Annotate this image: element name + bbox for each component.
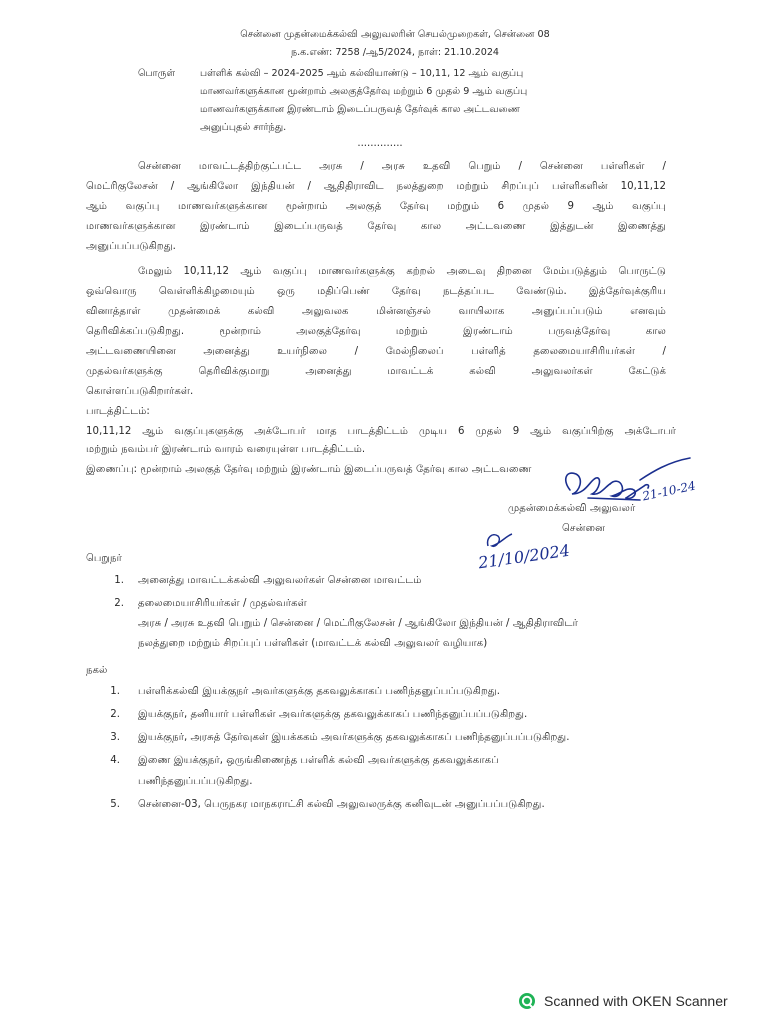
body-paragraph-line: மேலும் 10,11,12 ஆம் வகுப்பு மாணவர்களுக்கு கற்றல் அடைவு திறனை மேம்படுத்தும் பொருட்டு bbox=[138, 266, 666, 277]
scanner-watermark bbox=[518, 992, 728, 1010]
list-item: தலைமையாசிரியர்கள் / முதல்வர்கள் bbox=[138, 598, 307, 609]
list-item-number: 4. bbox=[110, 755, 120, 766]
list-item-detail: அரசு / அரசு உதவி பெறும் / சென்னை / மெட்ரிகுலேசன் / ஆங்கிலோ இந்தியன் / ஆதிதிராவிடர் bbox=[138, 618, 578, 629]
list-item-detail: நலத்துறை மற்றும் சிறப்புப் பள்ளிகள் (மாவட்டக் கல்வி அலுவலர் வழியாக) bbox=[138, 638, 488, 649]
signatory-place: சென்னை bbox=[562, 523, 605, 534]
body-paragraph-line: மெட்ரிகுலேசன் / ஆங்கிலோ இந்தியன் / ஆதிதிராவிட நலத்துறை மற்றும் சிறப்புப் பள்ளிகளின் 10,11,12 bbox=[86, 181, 666, 192]
body-paragraph-line: அட்டவணையினை அனைத்து உயர்நிலை / மேல்நிலைப் பள்ளித் தலைமையாசிரியர்கள் / bbox=[86, 346, 666, 357]
subject-label: பொருள் bbox=[138, 68, 176, 79]
subject-line: மாணவர்களுக்கான இரண்டாம் இடைப்பருவத் தேர்வுக் கால அட்டவணை bbox=[200, 104, 520, 115]
list-item-number: 2. bbox=[110, 709, 120, 720]
section-separator: .............. bbox=[357, 138, 403, 149]
list-item: சென்னை-03, பெருநகர மாநகராட்சி கல்வி அலுவலருக்கு கனிவுடன் அனுப்பப்படுகிறது. bbox=[138, 799, 545, 810]
signatory-title: முதன்மைக்கல்வி அலுவலர் bbox=[508, 503, 636, 514]
list-item: அனைத்து மாவட்டக்கல்வி அலுவலர்கள் சென்னை மாவட்டம் bbox=[138, 575, 422, 586]
oken-scanner-icon bbox=[518, 992, 536, 1010]
body-paragraph-line: வினாத்தாள் முதன்மைக் கல்வி அலுவலக மின்னஞ்சல் வாயிலாக அனுப்பப்படும் எனவும் bbox=[86, 306, 666, 317]
list-item-number: 3. bbox=[110, 732, 120, 743]
subject-line: அனுப்புதல் சார்ந்து. bbox=[200, 122, 287, 133]
handwritten-date: 21/10/2024 bbox=[477, 540, 572, 573]
body-paragraph-line: ஒவ்வொரு வெள்ளிக்கிழமையும் ஒரு மதிப்பெண் தேர்வு நடத்தப்பட வேண்டும். இத்தேர்வுக்குரிய bbox=[86, 286, 666, 297]
body-paragraph-line: மாணவர்களுக்கான இரண்டாம் இடைப்பருவத் தேர்வு கால அட்டவணை இத்துடன் இணைத்து bbox=[86, 221, 666, 232]
body-paragraph-line: சென்னை மாவட்டத்திற்குட்பட்ட அரசு / அரசு உதவி பெறும் / சென்னை பள்ளிகள் / bbox=[138, 161, 666, 172]
watermark-text: Scanned with OKEN Scanner bbox=[544, 993, 728, 1009]
subject-line: பள்ளிக் கல்வி – 2024-2025 ஆம் கல்வியாண்டு – 10,11, 12 ஆம் வகுப்பு bbox=[200, 68, 524, 79]
list-item: இணை இயக்குநர், ஒருங்கிணைந்த பள்ளிக் கல்வி அவர்களுக்கு தகவலுக்காகப் bbox=[138, 755, 499, 766]
recipients-label: பெறுநர் bbox=[86, 553, 122, 564]
syllabus-line: மற்றும் நவம்பர் இரண்டாம் வாரம் வரையுள்ள பாடத்திட்டம். bbox=[86, 444, 366, 455]
body-paragraph-line: முதல்வர்களுக்கு தெரிவிக்குமாறு அனைத்து மாவட்டக் கல்வி அலுவலர்கள் கேட்டுக் bbox=[86, 366, 666, 377]
list-item-number: 5. bbox=[110, 799, 120, 810]
list-item-number: 1. bbox=[114, 575, 124, 586]
body-paragraph-line: தெரிவிக்கப்படுகிறது. மூன்றாம் அலகுத்தேர்வு மற்றும் இரண்டாம் பருவத்தேர்வு கால bbox=[86, 326, 666, 337]
reference-number: ந.க.எண்: 7258 /ஆ5/2024, நாள்: 21.10.2024 bbox=[290, 47, 500, 58]
attachment-note: இணைப்பு: மூன்றாம் அலகுத் தேர்வு மற்றும் இரண்டாம் இடைப்பருவத் தேர்வு கால அட்டவணை bbox=[86, 464, 532, 475]
list-item: பள்ளிக்கல்வி இயக்குநர் அவர்களுக்கு தகவலுக்காகப் பணிந்தனுப்பப்படுகிறது. bbox=[138, 686, 500, 697]
list-item: பணிந்தனுப்பப்படுகிறது. bbox=[138, 776, 253, 787]
body-paragraph-line: அனுப்பப்படுகிறது. bbox=[86, 241, 176, 252]
copy-label: நகல் bbox=[86, 665, 108, 676]
signature-date: 21-10-24 bbox=[641, 478, 697, 504]
body-paragraph-line: ஆம் வகுப்பு மாணவர்களுக்கான மூன்றாம் அலகுத் தேர்வு மற்றும் 6 முதல் 9 ஆம் வகுப்பு bbox=[86, 201, 666, 212]
subject-line: மாணவர்களுக்கான மூன்றாம் அலகுத்தேர்வு மற்றும் 6 முதல் 9 ஆம் வகுப்பு bbox=[200, 86, 528, 97]
office-title: சென்னை முதன்மைக்கல்வி அலுவலரின் செயல்முறைகள், சென்னை 08 bbox=[240, 29, 550, 40]
body-paragraph-line: கொள்ளப்படுகிறார்கள். bbox=[86, 386, 194, 397]
list-item-number: 2. bbox=[114, 598, 124, 609]
list-item: இயக்குநர், தனியார் பள்ளிகள் அவர்களுக்கு தகவலுக்காகப் பணிந்தனுப்பப்படுகிறது. bbox=[138, 709, 528, 720]
syllabus-line: 10,11,12 ஆம் வகுப்புகளுக்கு அக்டோபர் மாத பாடத்திட்டம் முடிய 6 முதல் 9 ஆம் வகுப்பிற்கு அக்டோபர் bbox=[86, 426, 676, 437]
syllabus-label: பாடத்திட்டம்: bbox=[86, 406, 150, 417]
list-item-number: 1. bbox=[110, 686, 120, 697]
list-item: இயக்குநர், அரசுத் தேர்வுகள் இயக்ககம் அவர்களுக்கு தகவலுக்காகப் பணிந்தனுப்பப்படுகிறது. bbox=[138, 732, 570, 743]
